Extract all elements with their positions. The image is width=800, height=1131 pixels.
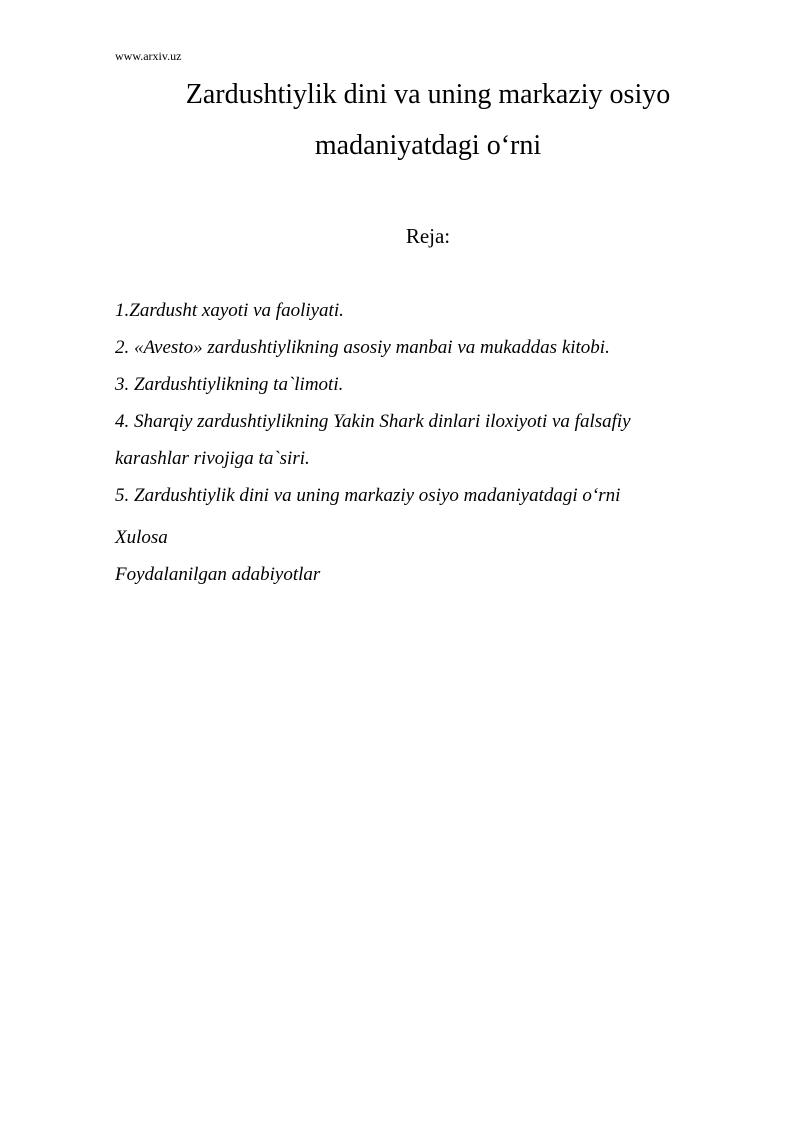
plan-item-2: 2. «Avesto» zardushtiylikning asosiy manbai va mukaddas kitobi. (115, 337, 610, 358)
plan-item-4: 4. Sharqiy zardushtiylikning Yakin Shark dinlari iloxiyoti va falsafiy (115, 411, 631, 432)
plan-item-5: 5. Zardushtiylik dini va uning markaziy osiyo madaniyatdagi o‘rni (115, 485, 621, 506)
header-url: www.arxiv.uz (115, 49, 182, 63)
document-title-line-1: Zardushtiylik dini va uning markaziy osiyo (185, 79, 671, 110)
plan-list (115, 292, 735, 593)
plan-item-conclusion: Xulosa (115, 527, 168, 548)
plan-item-1: 1.Zardusht xayoti va faoliyati. (115, 300, 344, 321)
plan-item-references: Foydalanilgan adabiyotlar (115, 564, 321, 585)
document-title-line-2: madaniyatdagi o‘rni (314, 130, 542, 161)
plan-item-4-continued: karashlar rivojiga ta`siri. (115, 448, 310, 469)
plan-item-3: 3. Zardushtiylikning ta`limoti. (115, 374, 344, 395)
plan-heading: Reja: (405, 224, 451, 248)
